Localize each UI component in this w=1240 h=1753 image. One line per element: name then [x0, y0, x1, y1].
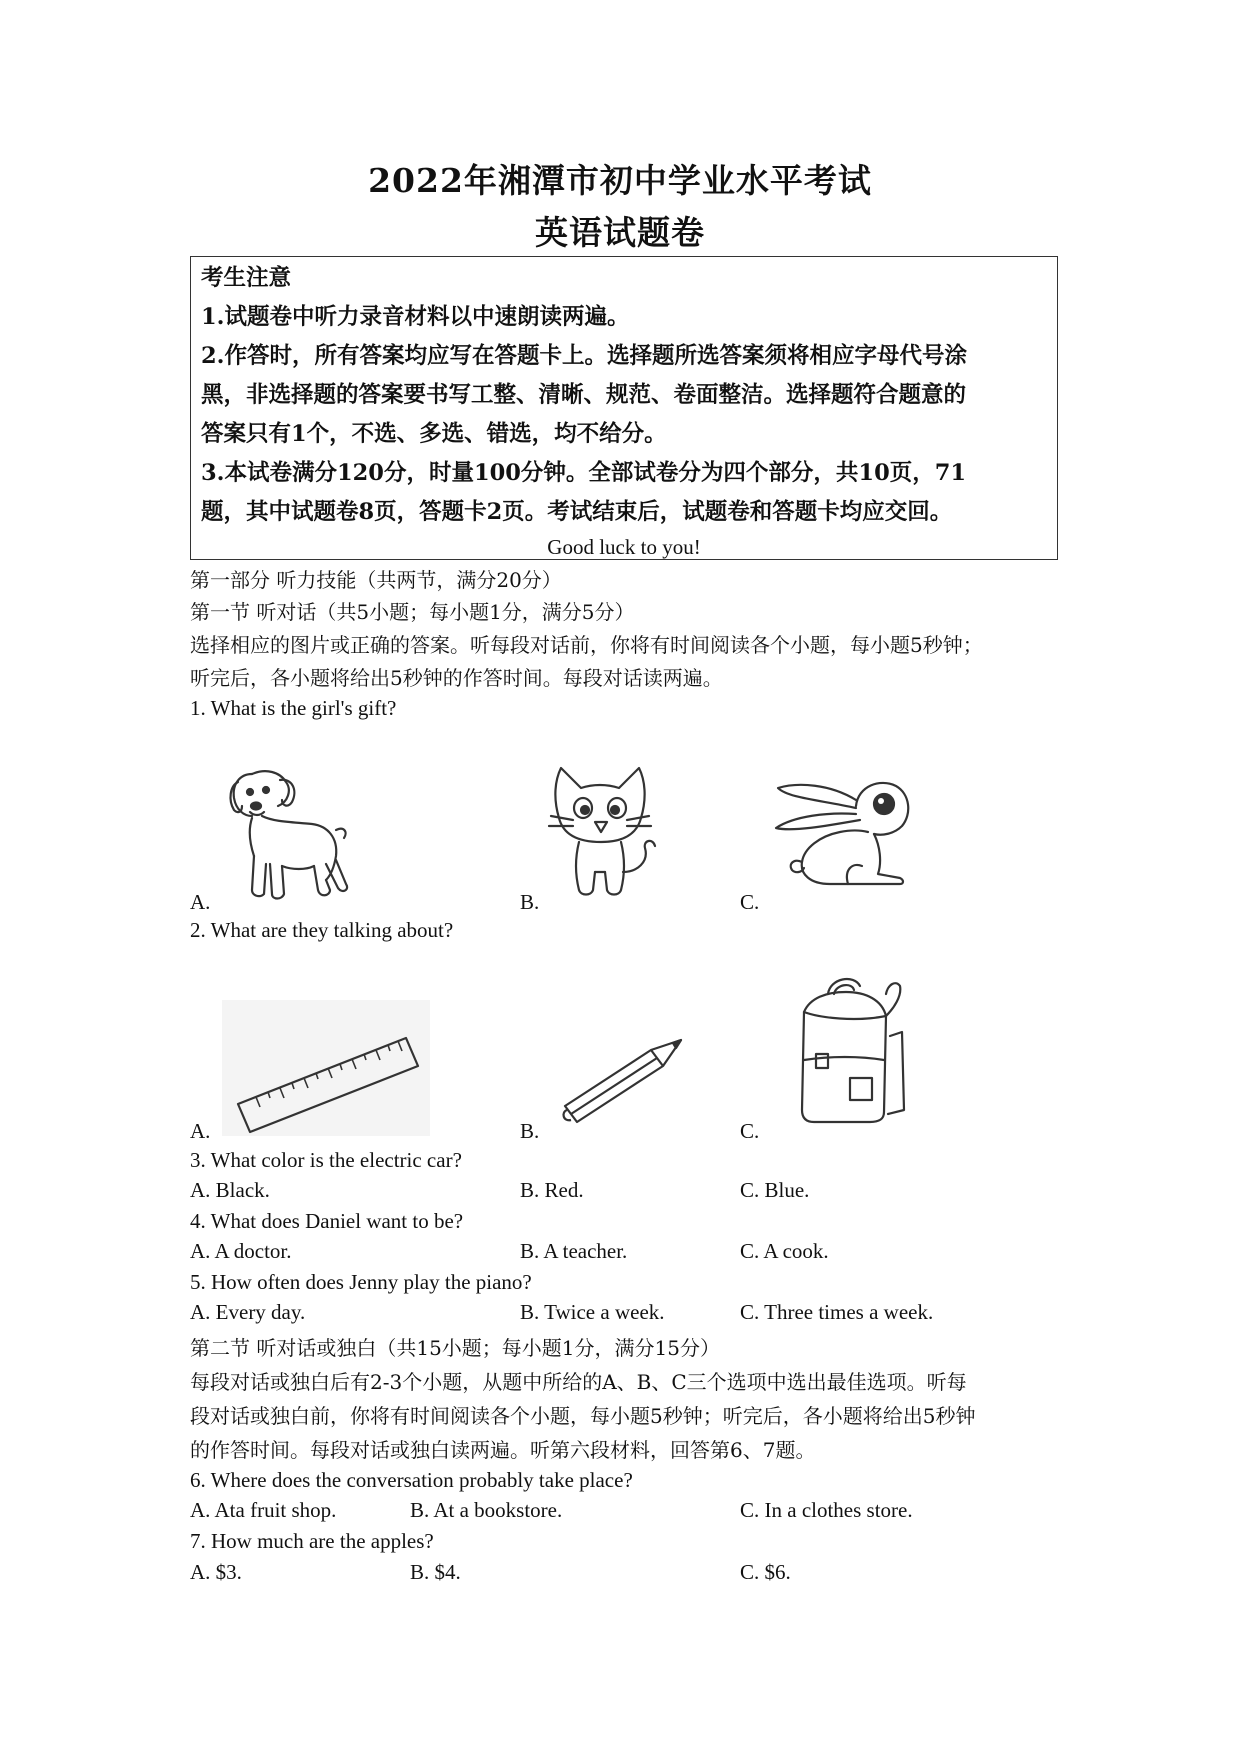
question-2: 2. What are they talking about? [190, 918, 454, 942]
option-a: A. Black. [190, 1178, 270, 1202]
rabbit-icon [770, 770, 920, 888]
notice-line: 2.作答时，所有答案均应写在答题卡上。选择题所选答案须将相应字母代号涂 [201, 343, 967, 369]
option-c: C. [740, 1119, 760, 1143]
notice-line: 黑，非选择题的答案要书写工整、清晰、规范、卷面整洁。选择题符合题意的 [201, 382, 967, 408]
section1-instruction: 听完后，各小题将给出5秒钟的作答时间。每段对话读两遍。 [190, 666, 723, 690]
section2-heading: 第二节 听对话或独白（共15小题；每小题1分，满分15分） [190, 1336, 720, 1360]
option-c: C. Three times a week. [740, 1300, 934, 1324]
option-b: B. At a bookstore. [410, 1498, 563, 1522]
option-a: A. [190, 890, 211, 914]
option-a: A. A doctor. [190, 1239, 292, 1263]
option-c: C. Blue. [740, 1178, 810, 1202]
notice-heading: 考生注意 [201, 265, 292, 291]
backpack-icon [790, 972, 908, 1126]
option-a: A. Every day. [190, 1300, 306, 1324]
question-6: 6. Where does the conversation probably take place? [190, 1468, 633, 1492]
dog-icon [222, 760, 352, 906]
question-1: 1. What is the girl's gift? [190, 696, 397, 720]
option-b: B. $4. [410, 1560, 461, 1584]
section1-heading: 第一节 听对话（共5小题；每小题1分，满分5分） [190, 600, 635, 624]
option-c: C. In a clothes store. [740, 1498, 913, 1522]
section1-instruction: 选择相应的图片或正确的答案。听每段对话前，你将有时间阅读各个小题，每小题5秒钟； [190, 633, 983, 657]
cat-icon [545, 762, 663, 902]
good-luck-text: Good luck to you! [547, 535, 701, 559]
pencil-icon [555, 1036, 685, 1126]
notice-line: 3.本试卷满分120分，时量100分钟。全部试卷分为四个部分，共10页，71 [201, 460, 967, 486]
section2-instruction: 段对话或独白前，你将有时间阅读各个小题，每小题5秒钟；听完后，各小题将给出5秒钟 [190, 1404, 976, 1428]
notice-box [190, 256, 1058, 560]
option-b: B. Red. [520, 1178, 584, 1202]
question-7: 7. How much are the apples? [190, 1529, 434, 1553]
option-c: C. [740, 890, 760, 914]
ruler-icon [222, 1000, 430, 1136]
notice-line: 题，其中试题卷8页，答题卡2页。考试结束后，试题卷和答题卡均应交回。 [201, 499, 953, 525]
section2-instruction: 的作答时间。每段对话或独白读两遍。听第六段材料，回答第6、7题。 [190, 1438, 816, 1462]
option-c: C. A cook. [740, 1239, 829, 1263]
part1-heading: 第一部分 听力技能（共两节，满分20分） [190, 568, 562, 592]
notice-line: 答案只有1个，不选、多选、错选，均不给分。 [201, 421, 667, 447]
option-a: A. $3. [190, 1560, 242, 1584]
notice-line: 1.试题卷中听力录音材料以中速朗读两遍。 [201, 304, 630, 330]
option-b: B. A teacher. [520, 1239, 628, 1263]
option-b: B. Twice a week. [520, 1300, 665, 1324]
option-c: C. $6. [740, 1560, 791, 1584]
option-a: A. [190, 1119, 211, 1143]
option-b: B. [520, 890, 540, 914]
question-5: 5. How often does Jenny play the piano? [190, 1270, 532, 1294]
exam-subtitle: 英语试题卷 [535, 213, 705, 252]
option-a: A. Ata fruit shop. [190, 1498, 337, 1522]
option-b: B. [520, 1119, 540, 1143]
exam-title: 2022年湘潭市初中学业水平考试 [368, 161, 872, 200]
question-3: 3. What color is the electric car? [190, 1148, 462, 1172]
section2-instruction: 每段对话或独白后有2-3个小题，从题中所给的A、B、C三个选项中选出最佳选项。听每 [190, 1370, 967, 1394]
question-4: 4. What does Daniel want to be? [190, 1209, 464, 1233]
